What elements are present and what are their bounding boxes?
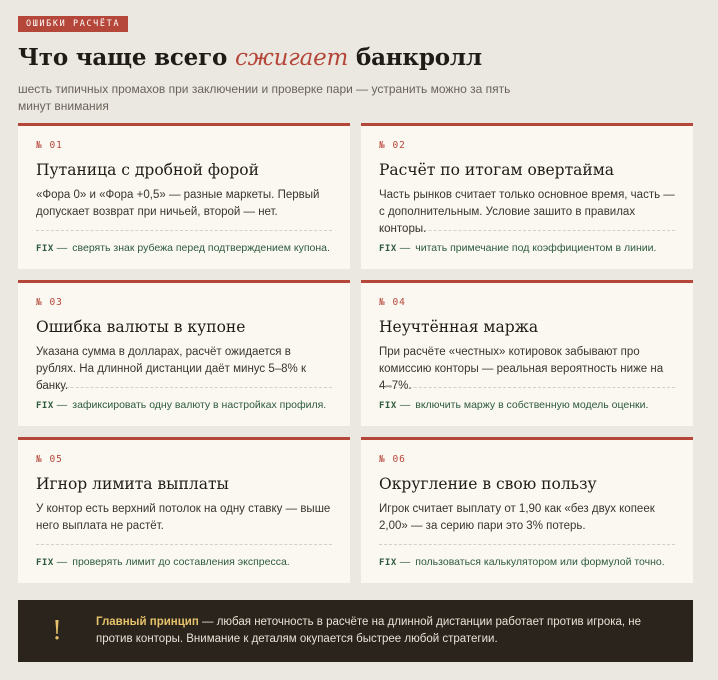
mistake-card-01 [18, 123, 350, 269]
fix-text: проверять лимит до составления экспресса. [72, 556, 290, 568]
section-tag: ОШИБКИ РАСЧЁТА [18, 16, 128, 32]
card-description: При расчёте «честных» котировок забывают про комиссию конторы — реальная вероятность ниже на 4–7%. [379, 346, 664, 392]
fix-label: FIX [379, 244, 397, 254]
mistake-card-02 [361, 123, 693, 269]
fix-label: FIX [36, 401, 54, 411]
mistake-card-06 [361, 437, 693, 583]
card-number: № 02 [379, 140, 406, 151]
fix-text: пользоваться калькулятором или формулой точно. [415, 556, 665, 568]
principle-banner [18, 600, 693, 662]
page-title [18, 43, 700, 73]
card-number: № 03 [36, 297, 63, 308]
fix-dash: — [56, 556, 68, 568]
fix-dash: — [56, 399, 68, 411]
mistake-card-03 [18, 280, 350, 426]
card-title: Округление в свою пользу [379, 475, 597, 493]
card-fix [36, 230, 332, 256]
principle-heading: Главный принцип [96, 616, 199, 628]
mistake-card-04 [361, 280, 693, 426]
card-fix [379, 544, 675, 570]
fix-dash: — [56, 242, 68, 254]
fix-label: FIX [36, 558, 54, 568]
card-number: № 05 [36, 454, 63, 465]
fix-dash: — [399, 242, 411, 254]
card-fix [36, 387, 332, 413]
card-number: № 06 [379, 454, 406, 465]
card-fix [379, 387, 675, 413]
card-title: Неучтённая маржа [379, 318, 539, 336]
fix-text: читать примечание под коэффициентом в линии. [415, 242, 657, 254]
fix-text: сверять знак рубежа перед подтверждением купона. [72, 242, 330, 254]
fix-dash: — [399, 556, 411, 568]
card-title: Игнор лимита выплаты [36, 475, 229, 493]
card-description: У контор есть верхний потолок на одну ставку — выше него выплата не растёт. [36, 503, 331, 532]
page-subtitle: шесть типичных промахов при заключении и проверке пари — устранить можно за пять минут внимания [18, 82, 511, 113]
card-number: № 04 [379, 297, 406, 308]
card-title: Ошибка валюты в купоне [36, 318, 246, 336]
fix-dash: — [399, 399, 411, 411]
fix-label: FIX [379, 558, 397, 568]
mistakes-grid [18, 123, 693, 583]
principle-body: — любая неточность в расчёте на длинной дистанции работает против игрока, не против конторы. Внимание к деталям окупается быстрее любой стратегии. [96, 616, 642, 645]
principle-text [96, 614, 666, 648]
title-part-before: Что чаще всего [18, 44, 235, 71]
fix-label: FIX [379, 401, 397, 411]
exclamation-icon: ! [51, 616, 63, 646]
title-part-after: банкролл [348, 44, 482, 71]
title-accent: сжигает [234, 45, 349, 71]
card-description: Игрок считает выплату от 1,90 как «без двух копеек 2,00» — за серию пари это 3% потерь. [379, 503, 655, 532]
card-number: № 01 [36, 140, 63, 151]
mistake-card-05 [18, 437, 350, 583]
card-description: Часть рынков считает только основное время, часть — с дополнительным. Условие зашито в правилах конторы. [379, 189, 675, 235]
card-title: Путаница с дробной форой [36, 161, 259, 179]
card-description: Указана сумма в долларах, расчёт ожидается в рублях. На длинной дистанции даёт минус 5–8% к банку. [36, 346, 306, 392]
card-description: «Фора 0» и «Фора +0,5» — разные маркеты. Первый допускает возврат при ничьей, второй — нет. [36, 189, 320, 218]
card-title: Расчёт по итогам овертайма [379, 161, 615, 179]
fix-text: зафиксировать одну валюту в настройках профиля. [72, 399, 327, 411]
fix-text: включить маржу в собственную модель оценки. [415, 399, 649, 411]
fix-label: FIX [36, 244, 54, 254]
card-fix [36, 544, 332, 570]
